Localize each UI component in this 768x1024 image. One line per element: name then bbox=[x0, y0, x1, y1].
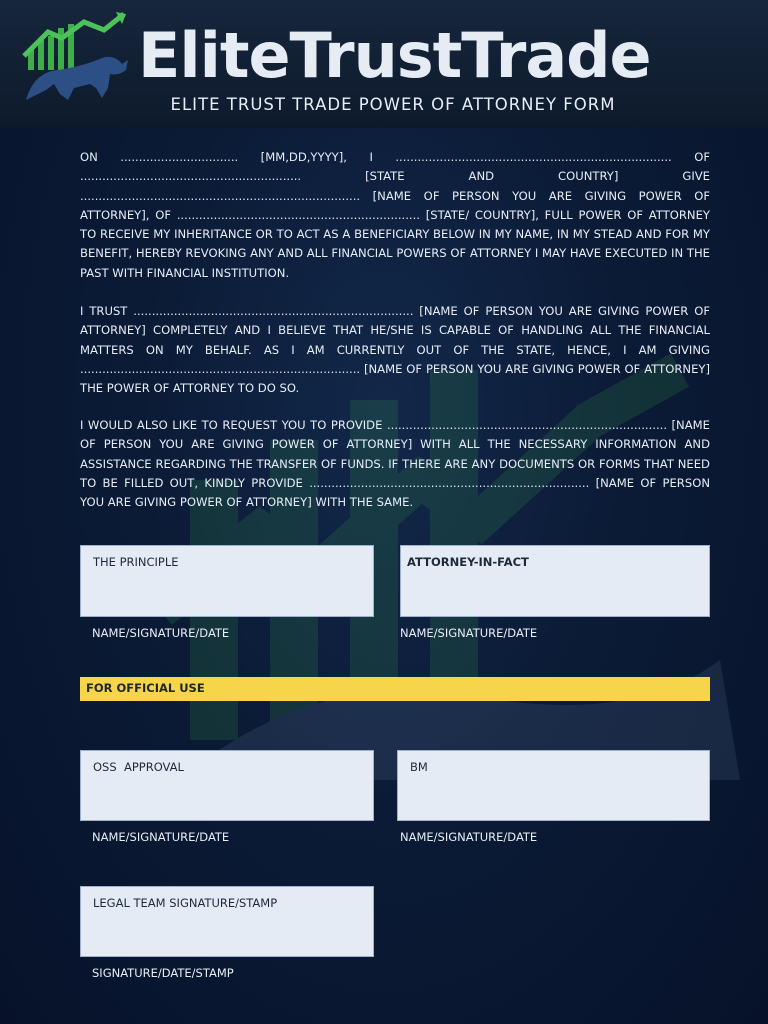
oss-approval-label: OSS APPROVAL bbox=[93, 760, 184, 774]
official-use-label: FOR OFFICIAL USE bbox=[86, 681, 205, 695]
paragraph-request: I WOULD ALSO LIKE TO REQUEST YOU TO PROVIDE ............................................................................ [NAME OF PERSON YOU ARE GIVING POWER OF ATTORNEY] WITH ALL THE NECESSARY INFORMATION AND ASSISTANCE REGARDING THE TRANSFER OF FUNDS. IF THERE ARE ANY DOCUMENTS OR FORMS THAT NEED TO BE FILLED OUT, KINDLY PROVIDE ............................................................................ [NAME OF PERSON YOU ARE GIVING POWER OF ATTORNEY] WITH THE SAME. bbox=[80, 418, 710, 510]
brand-name: EliteTrustTrade bbox=[138, 19, 651, 92]
oss-approval-caption: NAME/SIGNATURE/DATE bbox=[92, 830, 230, 844]
bm-label: BM bbox=[410, 760, 428, 774]
attorney-label: ATTORNEY-IN-FACT bbox=[407, 555, 529, 569]
principle-label: THE PRINCIPLE bbox=[93, 555, 179, 569]
attorney-signature-box[interactable] bbox=[400, 545, 710, 617]
attorney-caption: NAME/SIGNATURE/DATE bbox=[400, 626, 538, 640]
principle-caption: NAME/SIGNATURE/DATE bbox=[92, 626, 230, 640]
bm-caption: NAME/SIGNATURE/DATE bbox=[400, 830, 538, 844]
legal-team-label: LEGAL TEAM SIGNATURE/STAMP bbox=[93, 896, 278, 910]
form-title: ELITE TRUST TRADE POWER OF ATTORNEY FORM bbox=[170, 95, 616, 114]
bull-chart-icon bbox=[18, 10, 130, 104]
paragraph-trust: I TRUST ............................................................................ [NAME OF PERSON YOU ARE GIVING POWER OF ATTORNEY] COMPLETELY AND I BELIEVE THAT HE/SHE IS CAPABLE OF HANDLING ALL THE FINANCIAL MATTERS ON MY BEHALF. AS I AM CURRENTLY OUT OF THE STATE, HENCE, I AM GIVING ............................................................................ [NAME OF PERSON YOU ARE GIVING POWER OF ATTORNEY] THE POWER OF ATTORNEY TO DO SO. bbox=[80, 304, 710, 396]
legal-team-box[interactable] bbox=[80, 886, 374, 957]
header bbox=[0, 0, 768, 128]
paragraph-declaration: ON ................................ [MM,DD,YYYY], I ........................................................................... OF ............................................................ [STATE AND COUNTRY] GIVE ............................................................................ [NAME OF PERSON YOU ARE GIVING POWER OF ATTORNEY], OF .................................................................. [STATE/ COUNTRY], FULL POWER OF ATTORNEY TO RECEIVE MY INHERITANCE OR TO ACT AS A BENEFICIARY BELOW IN MY NAME, IN MY STEAD AND FOR MY BENEFIT, HEREBY REVOKING ANY AND ALL FINANCIAL POWERS OF ATTORNEY I MAY HAVE EXECUTED IN THE PAST WITH FINANCIAL INSTITUTION. bbox=[80, 150, 710, 280]
principle-signature-box[interactable] bbox=[80, 545, 374, 617]
bm-box[interactable] bbox=[397, 750, 710, 821]
official-use-banner bbox=[80, 677, 710, 701]
legal-team-caption: SIGNATURE/DATE/STAMP bbox=[92, 966, 234, 980]
oss-approval-box[interactable] bbox=[80, 750, 374, 821]
